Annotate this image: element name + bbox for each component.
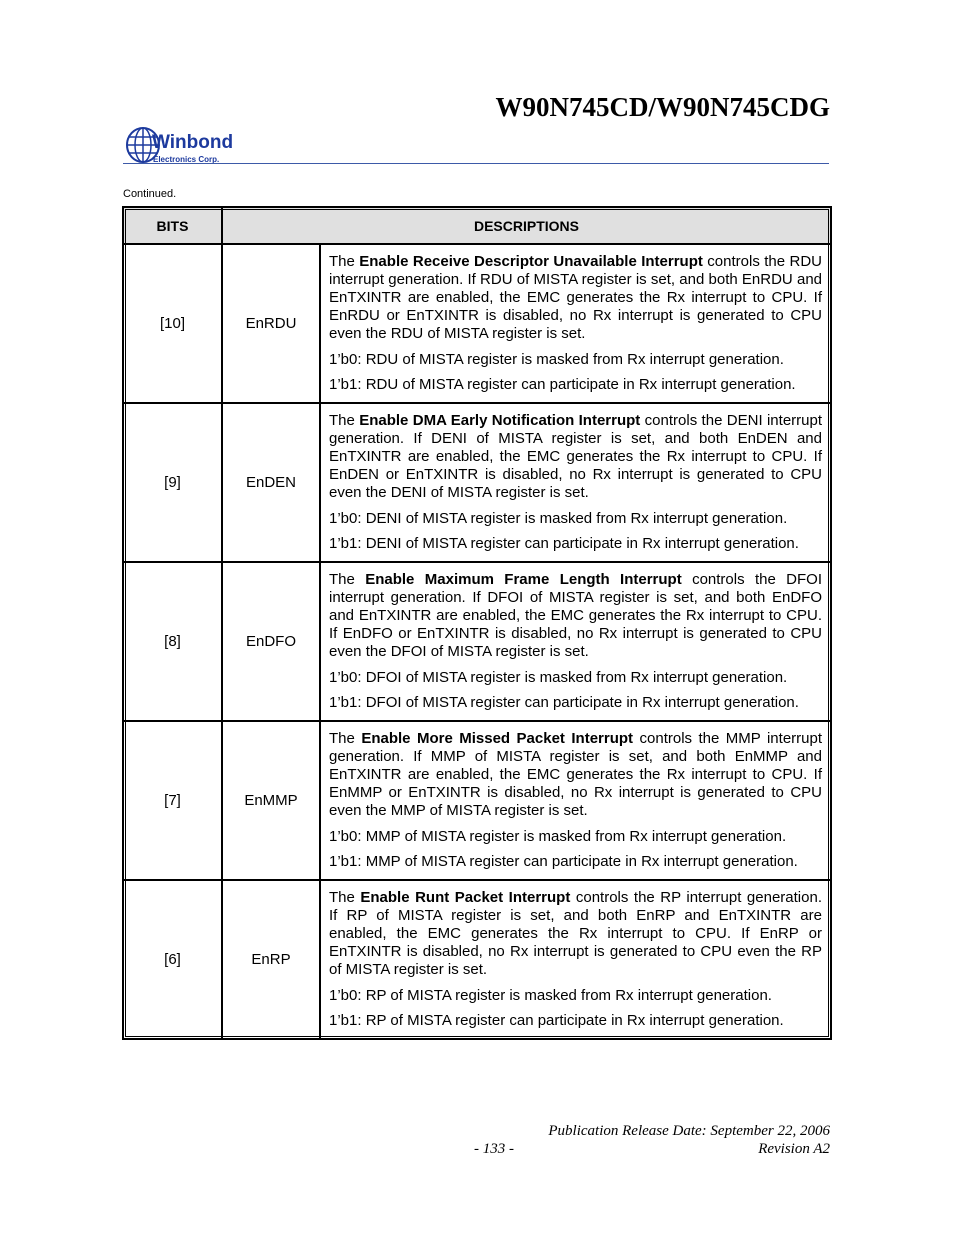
table-row — [123, 721, 831, 880]
continued-label: Continued. — [123, 188, 177, 200]
option-1: 1’b1: RP of MISTA register can participate in Rx interrupt generation. — [329, 1012, 784, 1029]
winbond-logo — [126, 126, 256, 166]
option-0: 1’b0: DFOI of MISTA register is masked from Rx interrupt generation. — [329, 669, 788, 686]
option-0: 1’b0: MMP of MISTA register is masked from Rx interrupt generation. — [329, 828, 787, 845]
description-cell — [320, 244, 831, 403]
publication-release-date: Publication Release Date: September 22, 2006 — [548, 1123, 830, 1139]
description-cell — [320, 562, 831, 721]
option-0: 1’b0: RP of MISTA register is masked from Rx interrupt generation. — [329, 987, 772, 1004]
revision-label: Revision A2 — [758, 1141, 830, 1157]
descriptions-header: DESCRIPTIONS — [222, 207, 831, 244]
bits-cell: [6] — [123, 880, 222, 1039]
table-header-row — [123, 207, 831, 244]
table-row — [123, 244, 831, 403]
field-name-cell: EnRDU — [222, 244, 320, 403]
bits-cell: [8] — [123, 562, 222, 721]
bits-header: BITS — [123, 207, 222, 244]
bits-cell: [10] — [123, 244, 222, 403]
description-bold: Enable Maximum Frame Length Interrupt — [365, 571, 682, 588]
table-row — [123, 562, 831, 721]
field-name-cell: EnRP — [222, 880, 320, 1039]
description-text: The Enable Runt Packet Interrupt controls the RP interrupt generation. If RP of MISTA register is set, and both EnRP and EnTXINTR are enabled, the EMC generates the Rx interrupt to CPU. If EnRP or EnTXINTR is disabled, no Rx interrupt is generated to CPU even the RP of MISTA register is set. — [329, 889, 822, 978]
register-table — [122, 206, 832, 1040]
description-cell — [320, 880, 831, 1039]
bits-cell: [9] — [123, 403, 222, 562]
field-name-cell: EnDFO — [222, 562, 320, 721]
description-bold: Enable More Missed Packet Interrupt — [361, 730, 634, 747]
description-bold: Enable Runt Packet Interrupt — [360, 889, 571, 906]
field-name-cell: EnMMP — [222, 721, 320, 880]
option-0: 1’b0: RDU of MISTA register is masked from Rx interrupt generation. — [329, 351, 784, 368]
description-cell — [320, 721, 831, 880]
option-0: 1’b0: DENI of MISTA register is masked from Rx interrupt generation. — [329, 510, 788, 527]
option-1: 1’b1: DENI of MISTA register can participate in Rx interrupt generation. — [329, 535, 799, 552]
description-bold: Enable Receive Descriptor Unavailable Interrupt — [359, 253, 703, 270]
description-text: The Enable Maximum Frame Length Interrupt controls the DFOI interrupt generation. If DFOI of MISTA register is set, and both EnDFO and EnTXINTR are enabled, the EMC generates the Rx interrupt to CPU. If EnDFO or EnTXINTR is disabled, no Rx interrupt is generated to CPU even the DFOI of MISTA register is set. — [329, 571, 822, 660]
description-text: The Enable Receive Descriptor Unavailable Interrupt controls the RDU interrupt generation. If RDU of MISTA register is set, and both EnRDU and EnTXINTR are enabled, the EMC generates the Rx interrupt to CPU. If EnRDU or EnTXINTR is disabled, no Rx interrupt is generated to CPU even the RDU of MISTA register is set. — [329, 253, 823, 342]
logo-wordmark: Winbond — [152, 132, 234, 153]
logo-subtitle: Electronics Corp. — [153, 155, 220, 164]
description-text: The Enable DMA Early Notification Interrupt controls the DENI interrupt generation. If DENI of MISTA register is set, and both EnDEN and EnTXINTR are enabled, the EMC generates the Rx interrupt to CPU. If EnDEN or EnTXINTR is disabled, no Rx interrupt is generated to CPU even the DENI of MISTA register is set. — [329, 412, 822, 501]
field-name-cell: EnDEN — [222, 403, 320, 562]
document-title: W90N745CD/W90N745CDG — [495, 92, 830, 122]
table-row — [123, 403, 831, 562]
description-cell — [320, 403, 831, 562]
option-1: 1’b1: RDU of MISTA register can participate in Rx interrupt generation. — [329, 376, 796, 393]
description-bold: Enable DMA Early Notification Interrupt — [359, 412, 641, 429]
option-1: 1’b1: MMP of MISTA register can participate in Rx interrupt generation. — [329, 853, 798, 870]
header-divider — [123, 163, 829, 164]
bits-cell: [7] — [123, 721, 222, 880]
description-text: The Enable More Missed Packet Interrupt controls the MMP interrupt generation. If MMP of MISTA register is set, and both EnMMP and EnTXINTR are enabled, the EMC generates the Rx interrupt to CPU. If EnMMP or EnTXINTR is disabled, no Rx interrupt is generated to CPU even the MMP of MISTA register is set. — [329, 730, 823, 819]
table-row — [123, 880, 831, 1039]
page-number: - 133 - — [474, 1141, 514, 1157]
option-1: 1’b1: DFOI of MISTA register can participate in Rx interrupt generation. — [329, 694, 799, 711]
